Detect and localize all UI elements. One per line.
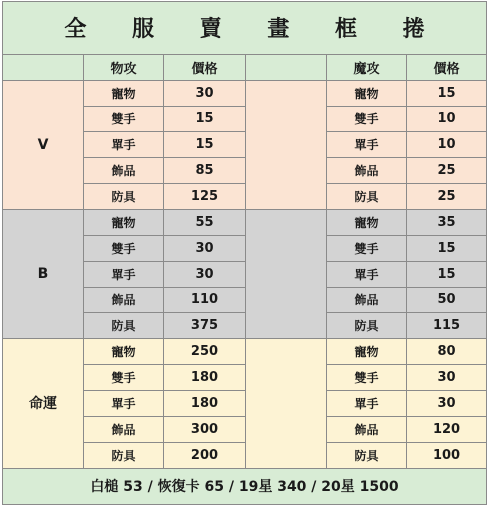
header-row	[3, 54, 487, 80]
price-left-cell: 30	[164, 261, 246, 287]
price-left-cell: 15	[164, 106, 246, 132]
header-price-right: 價格	[407, 54, 487, 80]
item-left-cell: 防具	[84, 442, 164, 468]
price-right-cell: 120	[407, 416, 487, 442]
price-table	[2, 1, 487, 505]
header-category-cell	[3, 54, 84, 80]
group-fate-label: 命運	[3, 339, 84, 468]
price-right-cell: 15	[407, 235, 487, 261]
item-right-cell: 雙手	[327, 106, 407, 132]
item-right-cell: 寵物	[327, 209, 407, 235]
gap-cell	[246, 339, 327, 468]
price-right-cell: 100	[407, 442, 487, 468]
price-right-cell: 10	[407, 106, 487, 132]
item-left-cell: 寵物	[84, 209, 164, 235]
group-b-label: B	[3, 209, 84, 338]
price-right-cell: 15	[407, 261, 487, 287]
item-right-cell: 單手	[327, 390, 407, 416]
item-left-cell: 雙手	[84, 365, 164, 391]
header-physical-attack: 物攻	[84, 54, 164, 80]
price-right-cell: 30	[407, 390, 487, 416]
price-left-cell: 300	[164, 416, 246, 442]
price-right-cell: 25	[407, 158, 487, 184]
item-left-cell: 單手	[84, 132, 164, 158]
item-right-cell: 飾品	[327, 287, 407, 313]
header-price-left: 價格	[164, 54, 246, 80]
item-left-cell: 寵物	[84, 339, 164, 365]
price-left-cell: 85	[164, 158, 246, 184]
item-right-cell: 雙手	[327, 365, 407, 391]
item-left-cell: 飾品	[84, 158, 164, 184]
price-left-cell: 250	[164, 339, 246, 365]
price-left-cell: 110	[164, 287, 246, 313]
price-right-cell: 115	[407, 313, 487, 339]
item-right-cell: 防具	[327, 184, 407, 210]
price-left-cell: 125	[164, 184, 246, 210]
item-left-cell: 單手	[84, 261, 164, 287]
price-left-cell: 375	[164, 313, 246, 339]
group-v-label: V	[3, 80, 84, 209]
price-right-cell: 50	[407, 287, 487, 313]
item-right-cell: 單手	[327, 261, 407, 287]
item-right-cell: 防具	[327, 442, 407, 468]
item-left-cell: 飾品	[84, 416, 164, 442]
item-left-cell: 單手	[84, 390, 164, 416]
item-left-cell: 飾品	[84, 287, 164, 313]
price-left-cell: 180	[164, 390, 246, 416]
price-right-cell: 15	[407, 80, 487, 106]
gap-cell	[246, 209, 327, 338]
item-left-cell: 寵物	[84, 80, 164, 106]
price-left-cell: 15	[164, 132, 246, 158]
item-right-cell: 寵物	[327, 339, 407, 365]
price-left-cell: 180	[164, 365, 246, 391]
item-right-cell: 雙手	[327, 235, 407, 261]
table-row	[3, 80, 487, 106]
footer-row	[3, 468, 487, 504]
item-right-cell: 防具	[327, 313, 407, 339]
item-left-cell: 雙手	[84, 235, 164, 261]
item-right-cell: 飾品	[327, 416, 407, 442]
price-right-cell: 10	[407, 132, 487, 158]
price-left-cell: 55	[164, 209, 246, 235]
price-right-cell: 35	[407, 209, 487, 235]
table-row	[3, 209, 487, 235]
price-left-cell: 30	[164, 80, 246, 106]
header-gap-cell	[246, 54, 327, 80]
price-left-cell: 30	[164, 235, 246, 261]
table-row	[3, 339, 487, 365]
price-right-cell: 80	[407, 339, 487, 365]
item-left-cell: 防具	[84, 313, 164, 339]
price-right-cell: 25	[407, 184, 487, 210]
item-right-cell: 單手	[327, 132, 407, 158]
page-title: 全 服 賣 畫 框 捲	[3, 2, 487, 55]
item-left-cell: 防具	[84, 184, 164, 210]
item-right-cell: 寵物	[327, 80, 407, 106]
price-left-cell: 200	[164, 442, 246, 468]
price-right-cell: 30	[407, 365, 487, 391]
item-right-cell: 飾品	[327, 158, 407, 184]
footer-note: 白槌 53 / 恢復卡 65 / 19星 340 / 20星 1500	[3, 468, 487, 504]
item-left-cell: 雙手	[84, 106, 164, 132]
gap-cell	[246, 80, 327, 209]
header-magic-attack: 魔攻	[327, 54, 407, 80]
